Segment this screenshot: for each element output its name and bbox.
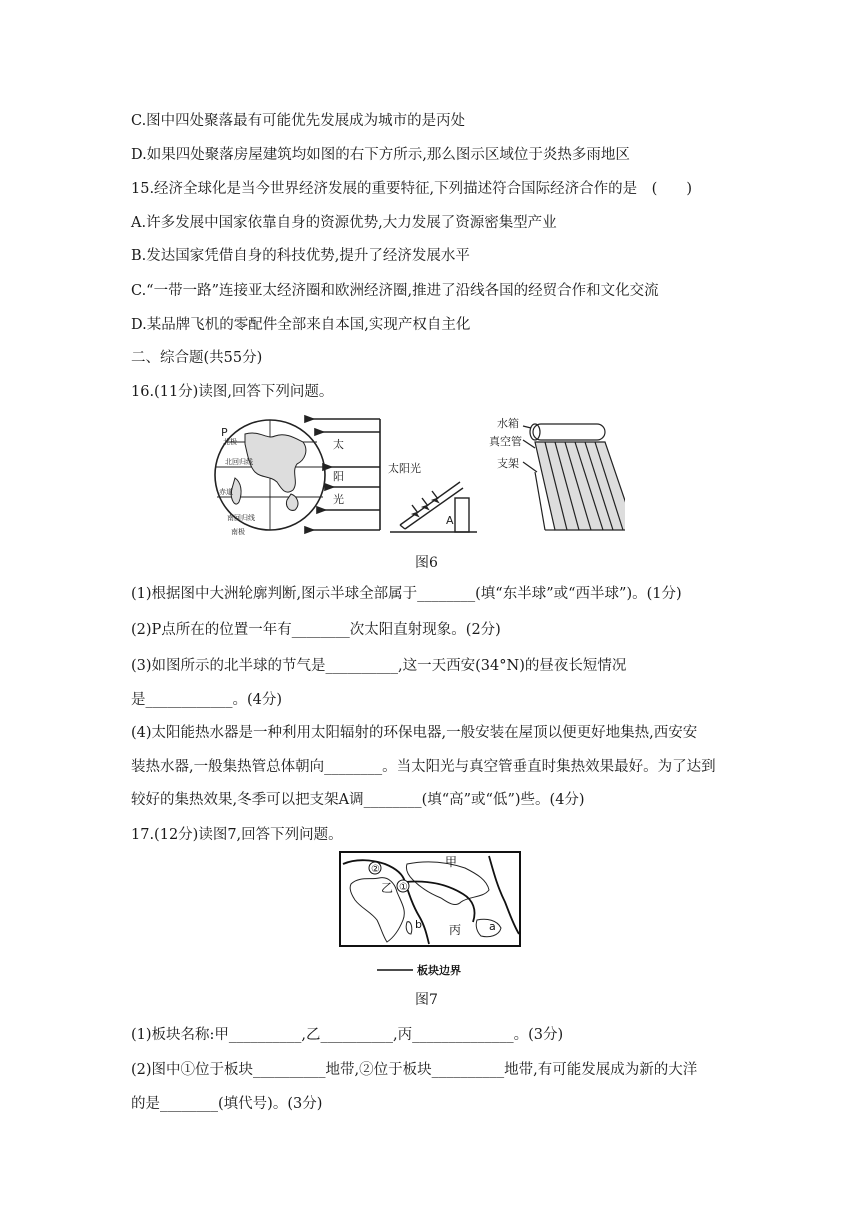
q17-part-2-a: (2)图中①位于板块__________地带,②位于板块__________地带,有可能发展成为新的大洋 [131, 1062, 698, 1078]
q16-part-4-b: 装热水器,一般集热管总体朝向________。当太阳光与真空管垂直时集热效果最好。为了达到 [131, 759, 716, 775]
q15-option-b: B.发达国家凭借自身的科技优势,提升了经济发展水平 [131, 248, 470, 264]
tank-label: 水箱 [497, 417, 519, 430]
figure-7-caption: 图7 [415, 992, 438, 1008]
plate-bing: 丙 [449, 923, 462, 937]
q14-option-d: D.如果四处聚落房屋建筑均如图的右下方所示,那么图示区域位于炎热多雨地区 [131, 147, 630, 163]
label-b: b [415, 918, 422, 931]
q17-part-2-b: 的是________(填代号)。(3分) [131, 1096, 323, 1112]
q14-option-c: C.图中四处聚落最有可能优先发展成为城市的是丙处 [131, 113, 466, 129]
marker-2: ② [371, 864, 380, 875]
stand-label: 支架 [497, 457, 519, 470]
q17-part-1: (1)板块名称:甲__________,乙__________,丙______________。(3分) [131, 1027, 564, 1043]
q15-stem: 15.经济全球化是当今世界经济发展的重要特征,下列描述符合国际经济合作的是 ( ) [131, 181, 692, 197]
lat-tropic-cancer: 北回归线 [225, 458, 253, 466]
q16-part-4-c: 较好的集热效果,冬季可以把支架A调________(填“高”或“低”)些。(4分) [131, 792, 585, 808]
plate-yi: 乙 [381, 881, 394, 895]
legend-label: 板块边界 [417, 964, 461, 977]
q16-part-2: (2)P点所在的位置一年有________次太阳直射现象。(2分) [131, 622, 501, 638]
q16-part-3-b: 是____________。(4分) [131, 692, 283, 708]
sun-char-2: 阳 [333, 470, 344, 483]
figure-7-drawing [337, 850, 523, 980]
q17-stem: 17.(12分)读图7,回答下列问题。 [131, 827, 343, 843]
lat-north-pole: 北极 [223, 438, 237, 446]
section-heading: 二、综合题(共55分) [131, 350, 263, 366]
sun-char-3: 光 [333, 493, 344, 506]
tube-label: 真空管 [489, 435, 522, 448]
support-a-label: A [446, 514, 454, 527]
lat-tropic-capricorn: 南回归线 [227, 514, 255, 522]
q16-part-1: (1)根据图中大洲轮廓判断,图示半球全部属于________(填“东半球”或“西半球”)。(1分) [131, 586, 682, 602]
sun-char-1: 太 [333, 438, 344, 451]
q16-part-4-a: (4)太阳能热水器是一种利用太阳辐射的环保电器,一般安装在屋顶以便更好地集热,西安安 [131, 725, 698, 741]
p-label: P [221, 426, 228, 439]
figure-7 [337, 850, 523, 980]
lat-south-pole: 南极 [231, 528, 245, 536]
sunlight-label: 太阳光 [388, 462, 421, 475]
lat-equator: 赤道 [219, 488, 233, 496]
q15-option-d: D.某品牌飞机的零配件全部来自本国,实现产权自主化 [131, 317, 471, 333]
q16-stem: 16.(11分)读图,回答下列问题。 [131, 384, 334, 400]
figure-6-caption: 图6 [415, 555, 438, 571]
plate-jia: 甲 [445, 855, 458, 869]
water-heater-diagram [523, 424, 625, 530]
figure-6-drawing [205, 412, 625, 542]
q15-option-a: A.许多发展中国家依靠自身的资源优势,大力发展了资源密集型产业 [131, 215, 557, 231]
marker-1: ① [399, 882, 408, 893]
figure-6 [205, 412, 625, 542]
q15-option-c: C.“一带一路”连接亚太经济圈和欧洲经济圈,推进了沿线各国的经贸合作和文化交流 [131, 283, 659, 299]
label-a: a [489, 920, 496, 933]
q16-part-3-a: (3)如图所示的北半球的节气是__________,这一天西安(34°N)的昼夜长短情况 [131, 658, 627, 674]
solar-panel-diagram [390, 482, 477, 532]
